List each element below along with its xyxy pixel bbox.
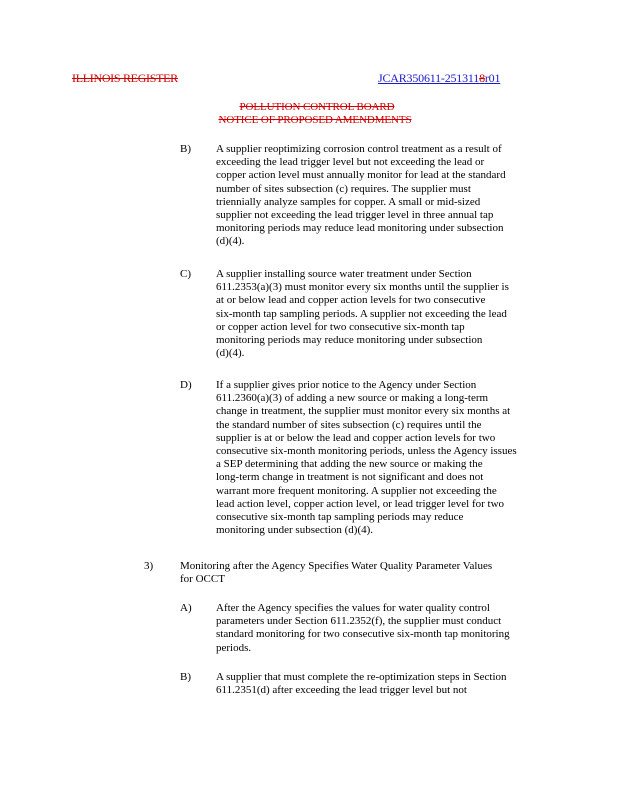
item-b-text (216, 143, 506, 249)
item-d-line: monitoring under subsection (d)(4). (216, 524, 374, 537)
subitem-a-label: A) (180, 602, 192, 614)
subitem-a-line: periods. (216, 641, 252, 654)
board-title: POLLUTION CONTROL BOARD (239, 101, 395, 113)
item-d-line: long-term change in treatment is not significant and does not (216, 471, 484, 484)
subitem-a-line: After the Agency specifies the values for water quality control (216, 602, 490, 614)
item-d-line: If a supplier gives prior notice to the Agency under Section (216, 379, 477, 391)
subitem-b-line: A supplier that must complete the re-optimization steps in Section (216, 671, 507, 683)
item-d-line: warrant more frequent monitoring. A supplier not exceeding the (216, 484, 497, 497)
item-c-line: six-month tap sampling periods. A supplier not exceeding the lead (216, 307, 507, 320)
item-c-line: 611.2353(a)(3) must monitor every six months until the supplier is (216, 281, 509, 294)
item-b-line: monitoring periods may reduce lead monitoring under subsection (216, 222, 504, 235)
item-c-line: A supplier installing source water treatment under Section (216, 268, 472, 280)
item-b-line: A supplier reoptimizing corrosion control treatment as a result of (216, 143, 502, 155)
register-header: ILLINOIS REGISTER (72, 71, 178, 85)
subitem-a-line: parameters under Section 611.2352(f), the supplier must conduct (216, 615, 502, 628)
item-d-line: lead action level, copper action level, or lead trigger level for two (216, 497, 505, 510)
item-b-line: triennially analyze samples for copper. A small or mid-sized (216, 195, 481, 208)
jcar-code-tail: r01 (484, 71, 501, 85)
item-c-line: monitoring periods may reduce monitoring under subsection (216, 334, 483, 347)
item-d-text (216, 379, 517, 537)
subitem-a-line: standard monitoring for two consecutive six-month tap monitoring (216, 628, 510, 641)
section-3-heading (180, 560, 492, 586)
item-c-label: C) (180, 268, 191, 280)
section-3-line: for OCCT (180, 573, 225, 586)
item-d-line: 611.2360(a)(3) of adding a new source or making a long-term (216, 392, 489, 405)
item-b-line: (d)(4). (216, 235, 245, 248)
item-d-line: change in treatment, the supplier must monitor every six months at (216, 405, 511, 418)
jcar-code-main: JCAR350611-251311 (378, 71, 480, 85)
item-b-line: number of sites subsection (c) requires. The supplier must (216, 182, 471, 195)
item-c-line: or copper action level for two consecutive six-month tap (216, 320, 465, 333)
item-d-line: consecutive six-month tap sampling periods may reduce (216, 511, 464, 524)
item-d-line: a SEP determining that adding the new source or making the (216, 458, 483, 471)
item-d-line: the standard number of sites subsection (c) requires until the (216, 418, 482, 431)
notice-title: NOTICE OF PROPOSED AMENDMENTS (218, 114, 412, 126)
item-c-line: (d)(4). (216, 347, 245, 360)
jcar-code (378, 71, 500, 86)
jcar-code-struck: 8 (479, 71, 485, 85)
item-d-line: consecutive six-month monitoring periods, unless the Agency issues (216, 445, 517, 458)
item-d-line: supplier is at or below the lead and copper action levels for two (216, 431, 496, 444)
subitem-b-text (216, 671, 507, 697)
item-b-line: copper action level must annually monitor for lead at the standard (216, 169, 506, 182)
section-3-line: Monitoring after the Agency Specifies Water Quality Parameter Values (180, 560, 493, 572)
subitem-b-label: B) (180, 671, 191, 683)
item-c-line: at or below lead and copper action levels for two consecutive (216, 294, 486, 307)
item-b-label: B) (180, 143, 191, 155)
section-3-label: 3) (144, 560, 154, 572)
subitem-b-line: 611.2351(d) after exceeding the lead trigger level but not (216, 684, 467, 697)
item-b-line: exceeding the lead trigger level but not exceeding the lead or (216, 156, 485, 169)
subitem-a-text (216, 602, 510, 655)
item-b-line: supplier not exceeding the lead trigger level in three annual tap (216, 209, 494, 222)
item-d-label: D) (180, 379, 192, 391)
item-c-text (216, 268, 509, 360)
